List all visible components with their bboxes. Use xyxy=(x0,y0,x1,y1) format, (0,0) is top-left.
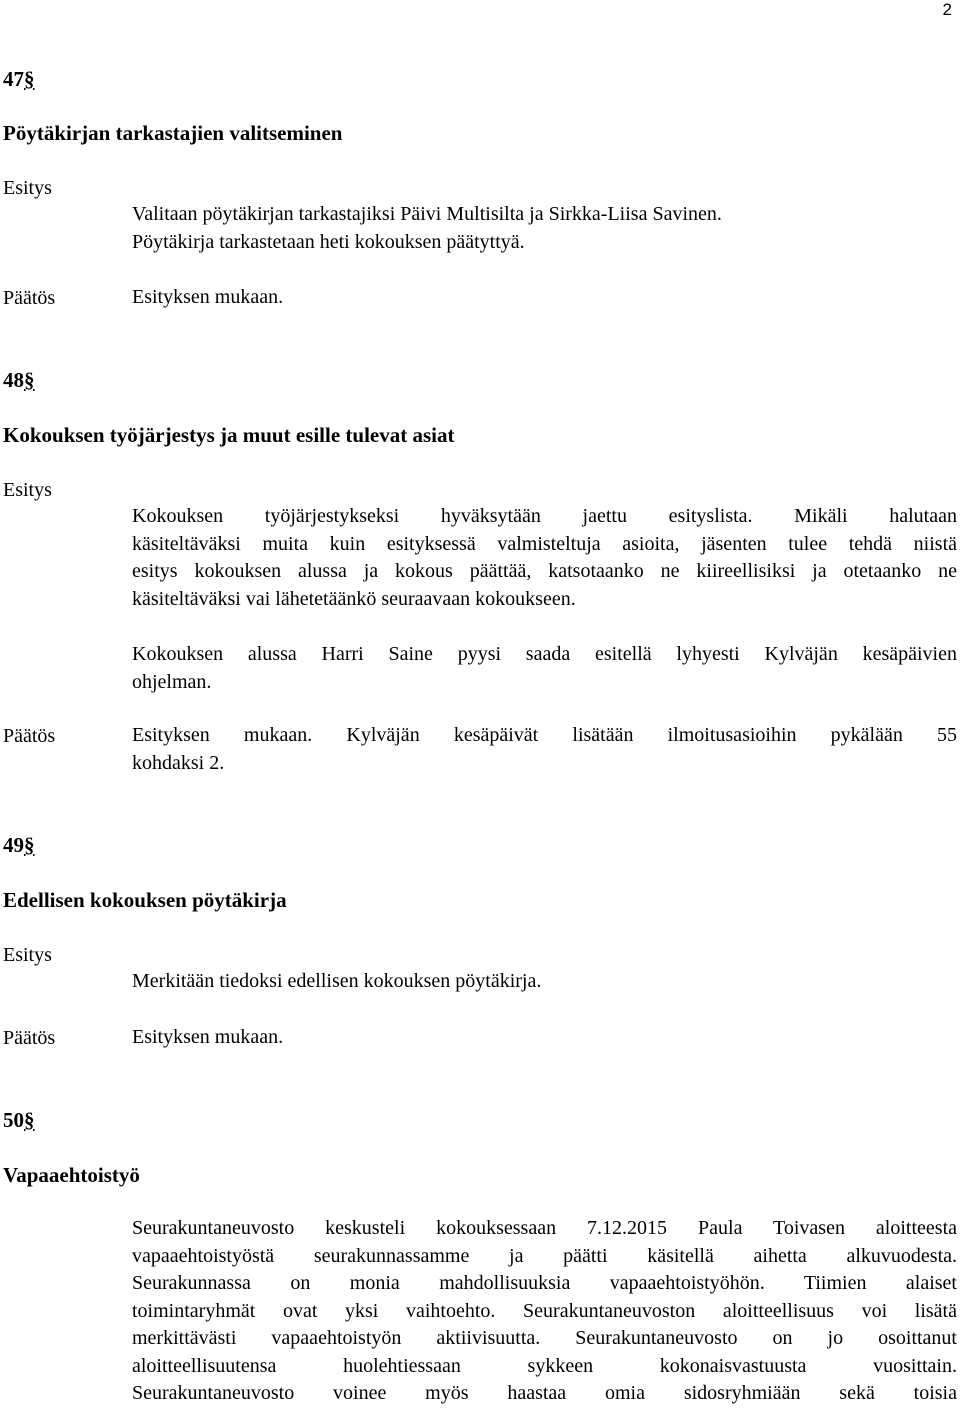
section-number-50 xyxy=(3,1108,35,1132)
section-sign: § xyxy=(24,67,35,91)
esitys-text-48 xyxy=(132,503,957,613)
section-number-47 xyxy=(3,67,35,91)
body-line: aloitteellisuutensa huolehtiessaan sykkeen kokonaisvastuusta vuosittain. xyxy=(132,1354,957,1377)
section-sign: § xyxy=(24,1108,35,1132)
esitys-label-47: Esitys xyxy=(3,177,52,199)
paatos-text-49: Esityksen mukaan. xyxy=(132,1026,284,1048)
esitys-label-49: Esitys xyxy=(3,944,52,966)
section-number-value: 49 xyxy=(3,833,24,857)
esitys-line: Kokouksen työjärjestykseksi hyväksytään jaettu esityslista. Mikäli halutaan xyxy=(132,505,957,527)
section-title-49: Edellisen kokouksen pöytäkirja xyxy=(3,888,287,912)
esitys-text-49: Merkitään tiedoksi edellisen kokouksen pöytäkirja. xyxy=(132,970,542,992)
section-title-47: Pöytäkirjan tarkastajien valitseminen xyxy=(3,121,343,145)
esitys-line: käsiteltäväksi muita kuin esityksessä valmisteltuja asioita, jäsenten tulee tehdä niistä xyxy=(132,532,957,555)
esitys-line: ohjelman. xyxy=(132,670,212,693)
section-number-value: 48 xyxy=(3,368,24,392)
section-title-50: Vapaaehtoistyö xyxy=(3,1163,140,1187)
paatos-line: kohdaksi 2. xyxy=(132,751,225,774)
body-line: Seurakuntaneuvosto voinee myös haastaa omia sidosryhmiään sekä toisia xyxy=(132,1382,957,1404)
section-number-48 xyxy=(3,368,35,392)
body-line: vapaaehtoistyöstä seurakunnassamme ja päätti käsitellä aihetta alkuvuodesta. xyxy=(132,1244,957,1267)
esitys-line: Pöytäkirja tarkastetaan heti kokouksen päätyttyä. xyxy=(132,230,525,253)
esitys-line: käsiteltäväksi vai lähetetäänkö seuraavaan kokoukseen. xyxy=(132,587,576,610)
esitys-line: Kokouksen alussa Harri Saine pyysi saada esitellä lyhyesti Kylväjän kesäpäivien xyxy=(132,643,957,665)
section-number-value: 50 xyxy=(3,1108,24,1132)
body-text-50 xyxy=(132,1215,957,1408)
section-title-48: Kokouksen työjärjestys ja muut esille tulevat asiat xyxy=(3,423,455,447)
esitys-text-47 xyxy=(132,201,957,256)
paatos-label-47: Päätös xyxy=(3,287,56,309)
section-sign: § xyxy=(24,833,35,857)
body-line: toimintaryhmät ovat yksi vaihtoehto. Seurakuntaneuvoston aloitteellisuus voi lisätä xyxy=(132,1299,957,1322)
body-line: Seurakuntaneuvosto keskusteli kokouksessaan 7.12.2015 Paula Toivasen aloitteesta xyxy=(132,1217,957,1239)
body-line: Seurakunnassa on monia mahdollisuuksia vapaaehtoistyöhön. Tiimien alaiset xyxy=(132,1272,957,1294)
esitys-line: esitys kokouksen alussa ja kokous päättää, katsotaanko ne kiireellisiksi ja otetaanko ne xyxy=(132,560,957,582)
esitys-line: Valitaan pöytäkirjan tarkastajiksi Päivi Multisilta ja Sirkka-Liisa Savinen. xyxy=(132,203,722,225)
paatos-line: Esityksen mukaan. Kylväjän kesäpäivät lisätään ilmoitusasioihin pykälään 55 xyxy=(132,724,957,746)
body-line: merkittävästi vapaaehtoistyön aktiivisuutta. Seurakuntaneuvosto on jo osoittanut xyxy=(132,1327,957,1349)
section-number-value: 47 xyxy=(3,67,24,91)
paatos-label-49: Päätös xyxy=(3,1027,56,1049)
section-number-49 xyxy=(3,833,35,857)
page-number: 2 xyxy=(942,0,952,19)
paatos-text-47: Esityksen mukaan. xyxy=(132,286,284,308)
paatos-label-48: Päätös xyxy=(3,725,56,747)
esitys-text-48-part2 xyxy=(132,641,957,696)
paatos-text-48 xyxy=(132,722,957,777)
esitys-label-48: Esitys xyxy=(3,479,52,501)
section-sign: § xyxy=(24,368,35,392)
